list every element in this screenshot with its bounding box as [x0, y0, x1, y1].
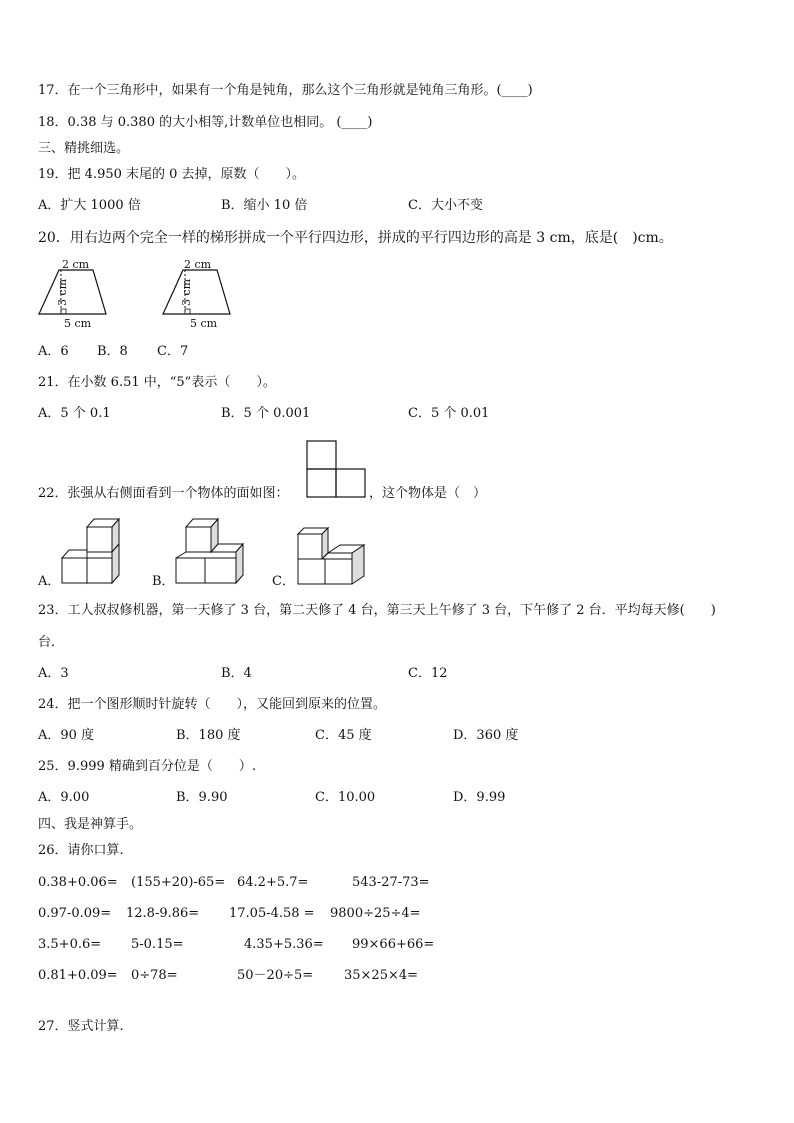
question-24-stem: 24．把一个图形顺时针旋转（ ），又能回到原来的位置。	[38, 697, 387, 712]
q25-option-d: D．9.99	[453, 790, 506, 805]
question-27-stem: 27．竖式计算.	[38, 1019, 124, 1034]
q19-option-a: A．扩大 1000 倍	[38, 198, 141, 213]
cube-b-top-front	[186, 527, 211, 552]
right-angle-mark-2	[185, 309, 190, 314]
cube-b-mid-front	[205, 558, 236, 583]
question-17: 17．在一个三角形中，如果有一个角是钝角，那么这个三角形就是钝角三角形。(____)	[38, 83, 533, 98]
calc-r1-c2: (155+20)-65=	[131, 875, 226, 890]
q25-option-c: C．10.00	[315, 790, 376, 805]
cube-c-top-front	[298, 534, 322, 559]
q20-option-a: A．6	[38, 344, 69, 359]
question-20-stem: 20．用右边两个完全一样的梯形拼成一个平行四边形，拼成的平行四边形的高是 3 cm，底是( )cm。	[38, 230, 673, 246]
q19-option-c: C．大小不变	[408, 198, 483, 213]
cube-a3-front	[87, 527, 112, 552]
side-view-figure	[306, 440, 368, 500]
question-18: 18．0.38 与 0.380 的大小相等,计数单位也相同。 (____)	[38, 115, 373, 130]
calc-r2-c3: 17.05-4.58 =	[229, 906, 315, 921]
question-22-stem-pre: 22．张强从右侧面看到一个物体的面如图：	[38, 486, 289, 501]
q24-option-c: C．45 度	[315, 728, 372, 743]
calc-r3-c3: 4.35+5.36=	[244, 937, 324, 952]
question-26-stem: 26．请你口算.	[38, 843, 124, 858]
question-25-stem: 25．9.999 精确到百分位是（ ）.	[38, 759, 257, 774]
trapezoid-shape-2	[163, 270, 230, 314]
question-23-stem-line2: 台．	[38, 635, 65, 650]
cube-c-left-front	[298, 559, 325, 584]
trapezoid-2-top-label: 2 cm	[184, 258, 212, 271]
q22-option-c: C．	[272, 574, 295, 589]
calc-r2-c1: 0.97-0.09=	[38, 906, 112, 921]
trapezoid-shape-1	[39, 270, 106, 314]
calc-r1-c1: 0.38+0.06=	[38, 875, 118, 890]
trapezoid-figure-2	[160, 258, 240, 330]
side-view-square-bottom-left	[307, 469, 336, 497]
question-21-stem: 21．在小数 6.51 中，“5”表示（ ）。	[38, 375, 276, 390]
side-view-square-bottom-right	[336, 469, 365, 497]
q25-option-b: B．9.90	[176, 790, 228, 805]
q21-option-c: C．5 个 0.01	[408, 406, 490, 421]
question-19-stem: 19．把 4.950 末尾的 0 去掉，原数（ ）。	[38, 167, 306, 182]
calc-r1-c4: 543-27-73=	[352, 875, 430, 890]
side-view-square-top	[307, 441, 336, 469]
calc-r3-c1: 3.5+0.6=	[38, 937, 102, 952]
q22-option-b-cubes	[176, 518, 248, 586]
calc-r3-c4: 99×66+66=	[352, 937, 435, 952]
trapezoid-1-height-label: 3 cm	[56, 278, 69, 306]
cube-a1-front	[62, 558, 87, 583]
question-23-stem-line1: 23．工人叔叔修机器，第一天修了 3 台，第二天修了 4 台，第三天上午修了 3 台，下午修了 2 台．平均每天修( )	[38, 603, 716, 618]
calc-r4-c4: 35×25×4=	[344, 968, 419, 983]
calc-r4-c2: 0÷78=	[131, 968, 178, 983]
section-3-heading: 三、精挑细选。	[38, 141, 130, 156]
cube-a2-front	[87, 552, 112, 583]
cube-c-mid-front	[325, 559, 352, 584]
calc-r3-c2: 5-0.15=	[131, 937, 184, 952]
question-22-stem-post: ，这个物体是（ ）	[369, 486, 487, 501]
trapezoid-2-bottom-label: 5 cm	[190, 317, 218, 330]
q23-option-c: C．12	[408, 666, 448, 681]
q21-option-a: A．5 个 0.1	[38, 406, 111, 421]
q25-option-a: A．9.00	[38, 790, 90, 805]
section-4-heading: 四、我是神算手。	[38, 817, 143, 832]
q21-option-b: B．5 个 0.001	[221, 406, 311, 421]
calc-r4-c3: 50－20÷5=	[237, 968, 314, 983]
cube-b-left-front	[176, 558, 205, 583]
q20-option-c: C．7	[157, 344, 189, 359]
q23-option-b: B．4	[221, 666, 252, 681]
calc-r2-c4: 9800÷25÷4=	[330, 906, 421, 921]
q20-option-b: B．8	[97, 344, 128, 359]
q19-option-b: B．缩小 10 倍	[221, 198, 308, 213]
calc-r4-c1: 0.81+0.09=	[38, 968, 118, 983]
calc-r2-c2: 12.8-9.86=	[126, 906, 200, 921]
q22-option-c-cubes	[298, 524, 370, 586]
q23-option-a: A．3	[38, 666, 69, 681]
trapezoid-1-bottom-label: 5 cm	[64, 317, 92, 330]
q22-option-a: A．	[38, 574, 61, 589]
trapezoid-1-top-label: 2 cm	[62, 258, 90, 271]
q24-option-b: B．180 度	[176, 728, 241, 743]
calc-r1-c3: 64.2+5.7=	[237, 875, 309, 890]
q22-option-b: B．	[152, 574, 175, 589]
q22-option-a-cubes	[62, 518, 126, 586]
right-angle-mark-1	[61, 309, 66, 314]
trapezoid-2-height-label: 3 cm	[180, 278, 193, 306]
q24-option-d: D．360 度	[453, 728, 519, 743]
q24-option-a: A．90 度	[38, 728, 95, 743]
trapezoid-figure-1	[36, 258, 116, 330]
cube-b-edge-1	[176, 552, 186, 558]
